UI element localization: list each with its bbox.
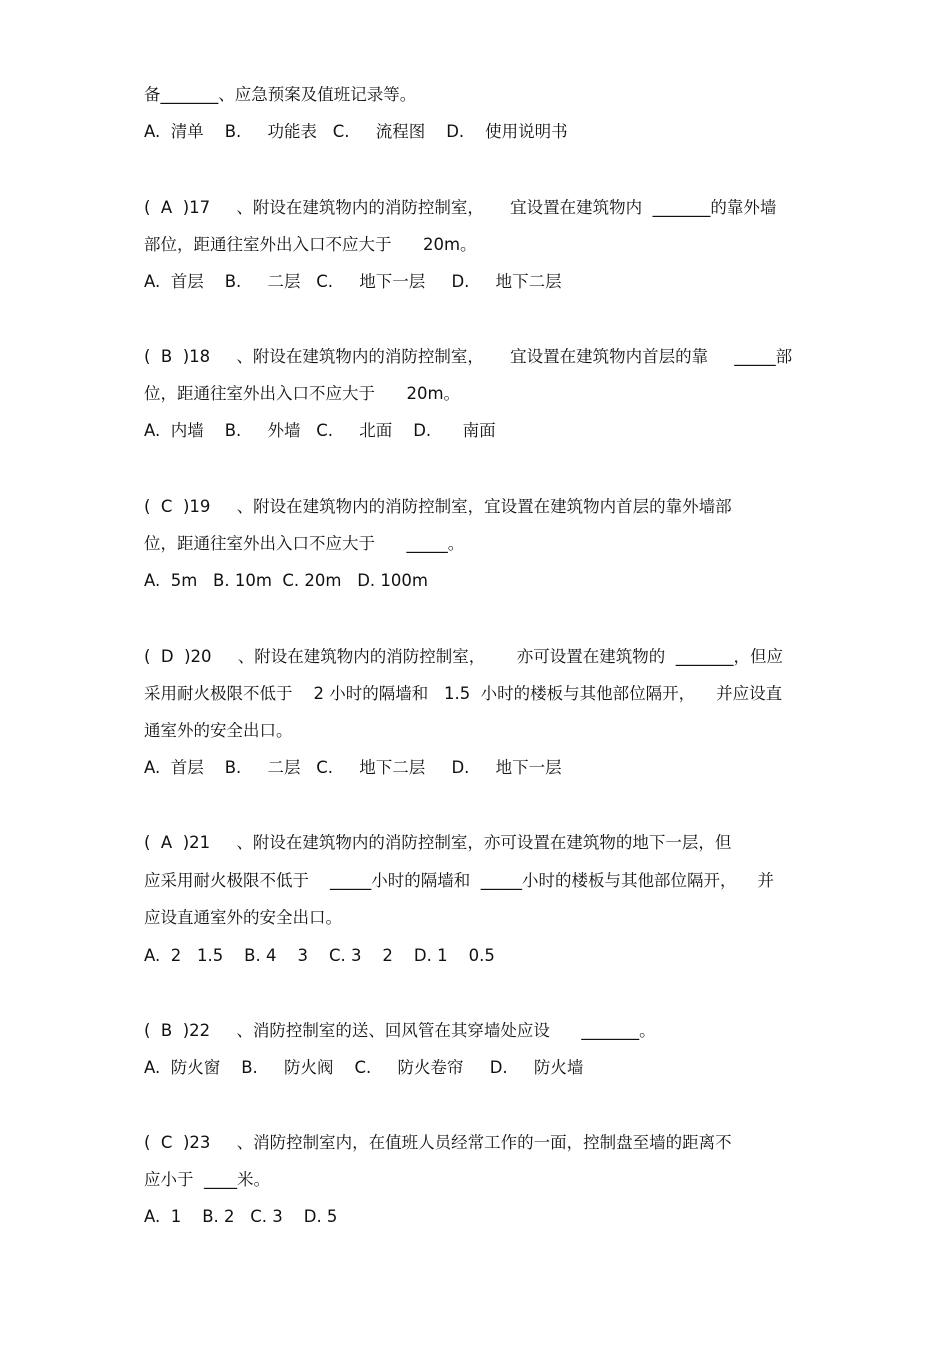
text-line: A. 清单 B. 功能表 C. 流程图 D. 使用说明书	[144, 122, 568, 141]
text-line: 应采用耐火极限不低于 _____小时的隔墙和 _____小时的楼板与其他部位隔开， 并	[144, 871, 774, 890]
text-line: 位，距通往室外出入口不应大于 20m。	[144, 384, 461, 403]
text-line: ( B )22 、消防控制室的送、回风管在其穿墙处应设 _______。	[144, 1021, 656, 1040]
text-line: 应设直通室外的安全出口。	[144, 908, 342, 927]
text-line: ( A )21 、附设在建筑物内的消防控制室，亦可设置在建筑物的地下一层，但	[144, 833, 732, 852]
text-line: A. 防火窗 B. 防火阀 C. 防火卷帘 D. 防火墙	[144, 1058, 584, 1077]
text-line: 应小于 ____米。	[144, 1170, 270, 1189]
text-line: 采用耐火极限不低于 2 小时的隔墙和 1.5 小时的楼板与其他部位隔开， 并应设直	[144, 684, 783, 703]
text-line: A. 内墙 B. 外墙 C. 北面 D. 南面	[144, 421, 496, 440]
text-line: ( C )23 、消防控制室内，在值班人员经常工作的一面，控制盘至墙的距离不	[144, 1133, 732, 1152]
text-line: 通室外的安全出口。	[144, 721, 293, 740]
text-line: A. 首层 B. 二层 C. 地下二层 D. 地下一层	[144, 758, 562, 777]
text-line: ( D )20 、附设在建筑物内的消防控制室， 亦可设置在建筑物的 _______，但应	[144, 647, 783, 666]
text-line: A. 2 1.5 B. 4 3 C. 3 2 D. 1 0.5	[144, 946, 495, 965]
text-line: A. 首层 B. 二层 C. 地下一层 D. 地下二层	[144, 272, 562, 291]
text-line: A. 1 B. 2 C. 3 D. 5	[144, 1207, 338, 1226]
text-line: 位，距通往室外出入口不应大于 _____。	[144, 534, 465, 553]
text-line: ( A )17 、附设在建筑物内的消防控制室， 宜设置在建筑物内 _______的靠外墙	[144, 198, 777, 217]
text-line: A. 5m B. 10m C. 20m D. 100m	[144, 571, 428, 590]
text-line: ( B )18 、附设在建筑物内的消防控制室， 宜设置在建筑物内首层的靠 _____部	[144, 347, 793, 366]
text-line: 备_______、应急预案及值班记录等。	[144, 85, 417, 104]
text-line: ( C )19 、附设在建筑物内的消防控制室，宜设置在建筑物内首层的靠外墙部	[144, 497, 732, 516]
text-line: 部位，距通往室外出入口不应大于 20m。	[144, 235, 477, 254]
